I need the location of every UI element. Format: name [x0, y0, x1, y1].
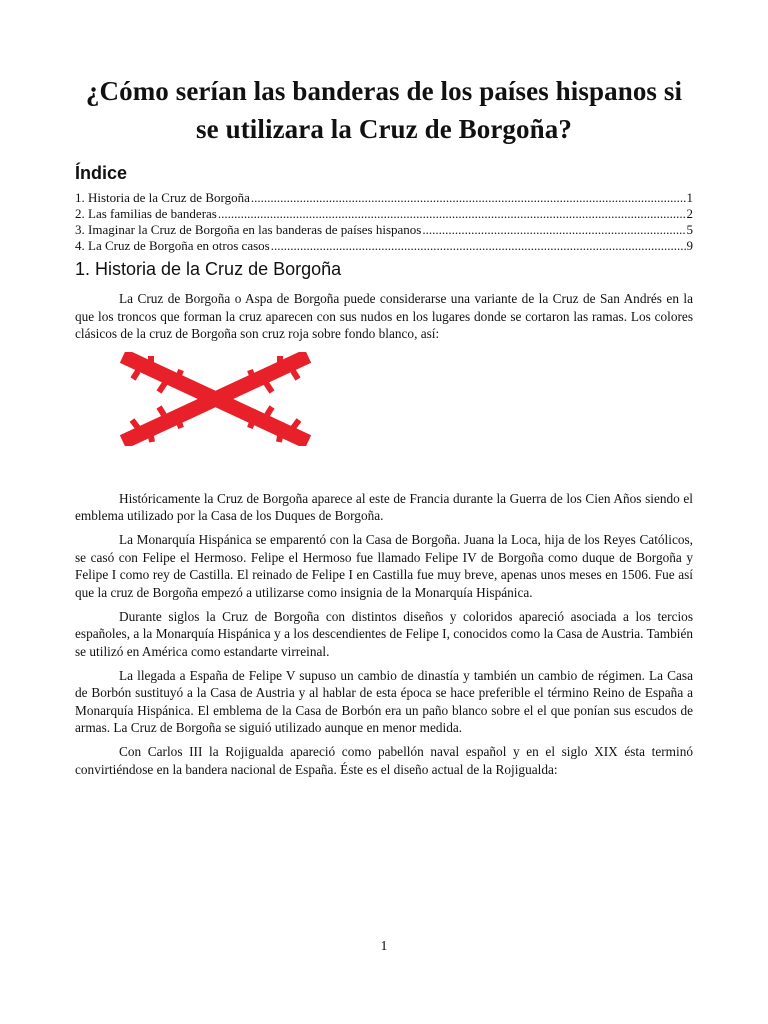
toc-entry-text: 2. Las familias de banderas [75, 206, 217, 221]
toc-entry-text: 1. Historia de la Cruz de Borgoña [75, 190, 250, 205]
section-heading: 1. Historia de la Cruz de Borgoña [75, 259, 342, 279]
cross-knot [267, 407, 272, 415]
toc-heading: Índice [75, 163, 128, 183]
table-of-contents [75, 190, 693, 254]
body-paragraph-5: La llegada a España de Felipe V supuso un cambio de dinastía y también un cambio de régimen. La Casa de Borbón sustituyó a la Casa de Austria y al hablar de esta época se hace preferible el término Reino de España a Monarquía Hispánica. El emblema de la Casa de Borbón era un paño blanco sobre el el que ponían sus escudos de armas. La Cruz de Borgoña se siguió utilizado aunque en menor medida. [75, 667, 693, 735]
toc-entry-text: 4. La Cruz de Borgoña en otros casos [75, 238, 270, 253]
toc-entry-text: 3. Imaginar la Cruz de Borgoña en las banderas de países hispanos [75, 222, 422, 237]
cross-knot [150, 430, 152, 442]
body-paragraph-2: Históricamente la Cruz de Borgoña aparece al este de Francia durante la Guerra de los Cien Años siendo el emblema utilizado por la Casa de los Duques de Borgoña. [75, 490, 693, 523]
toc-entry-1[interactable] [75, 190, 693, 206]
cross-knot [177, 416, 181, 428]
cross-knot [293, 371, 298, 379]
toc-leader-dots [271, 238, 686, 254]
cross-knot [250, 416, 254, 428]
cross-knot [250, 370, 254, 381]
document-title: ¿Cómo serían las banderas de los países hispanos si se utilizara la Cruz de Borgoña? [85, 76, 683, 144]
toc-entry-page: 5 [686, 222, 693, 237]
page-number: 1 [380, 938, 388, 953]
cross-knot [159, 407, 164, 415]
toc-entry-page: 9 [686, 238, 693, 253]
burgundy-cross-flag-image [119, 352, 312, 446]
body-paragraph-4: Durante siglos la Cruz de Borgoña con distintos diseños y coloridos apareció asociada a los tercios españoles, a la Monarquía Hispánica y a los descendientes de Felipe I, conocidos como la Casa de Austria. También se utilizó en América como estandarte virreinal. [75, 608, 693, 659]
toc-entry-3[interactable] [75, 222, 693, 238]
toc-leader-dots [422, 222, 685, 238]
body-paragraph-6: Con Carlos III la Rojigualda apareció como pabellón naval español y en el siglo XIX ésta terminó convirtiéndose en la bandera nacional de España. Éste es el diseño actual de la Rojigualda: [75, 744, 693, 777]
toc-entry-2[interactable] [75, 206, 693, 222]
cross-knot [133, 371, 138, 379]
cross-knot [279, 430, 281, 442]
toc-leader-dots [218, 206, 686, 222]
cross-knot [177, 370, 181, 381]
toc-entry-page: 1 [686, 190, 693, 205]
body-paragraph-3: La Monarquía Hispánica se emparentó con la Casa de Borgoña. Juana la Loca, hija de los Reyes Católicos, se casó con Felipe el Hermoso. Felipe el Hermoso fue llamado Felipe IV de Borgoña como duque de Borgoña y Felipe I como rey de Castilla. El reinado de Felipe I en Castilla fue muy breve, apenas unos meses en 1506. Fue así que la cruz de Borgoña empezó a utilizarse como insignia de la Monarquía Hispánica. [75, 532, 693, 600]
toc-leader-dots [251, 190, 686, 206]
burgundy-cross-flag [119, 352, 312, 446]
toc-entry-4[interactable] [75, 238, 693, 254]
toc-entry-page: 2 [686, 206, 693, 221]
body-paragraph-1: La Cruz de Borgoña o Aspa de Borgoña puede considerarse una variante de la Cruz de San Andrés en la que los troncos que forman la cruz aparecen con sus nudos en los lugares donde se cortaron las ramas. Los colores clásicos de la cruz de Borgoña son cruz roja sobre fondo blanco, así: [75, 291, 693, 341]
